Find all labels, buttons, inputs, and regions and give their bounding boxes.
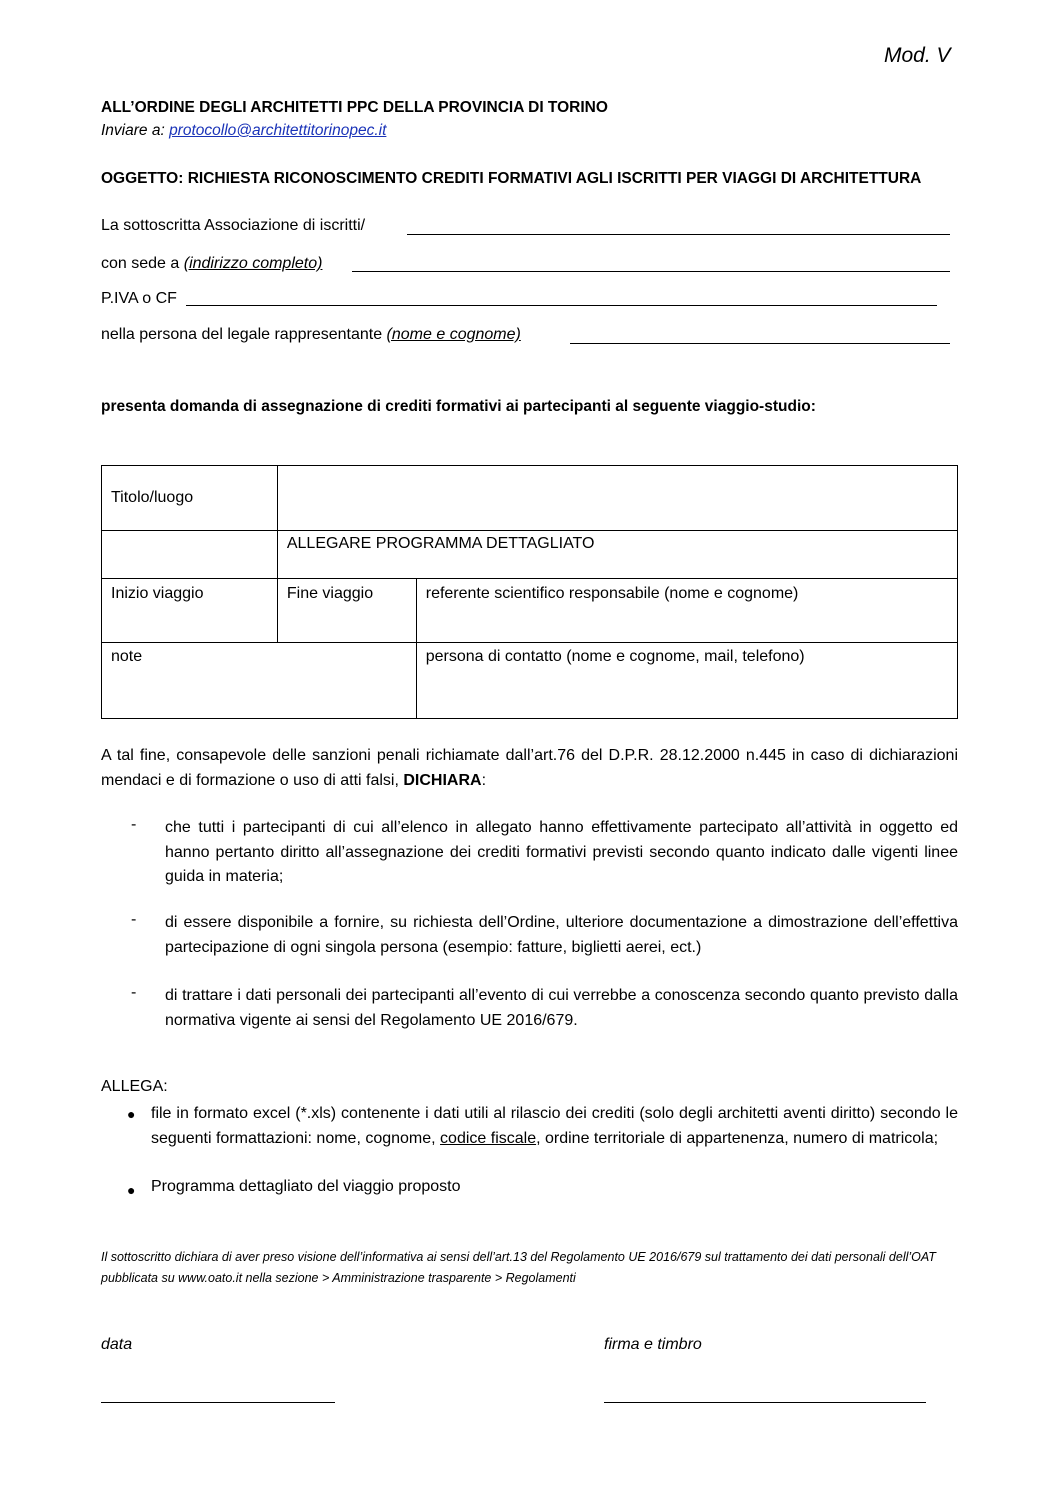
- representative-hint: (nome e cognome): [386, 326, 521, 343]
- association-input-line[interactable]: [407, 234, 950, 235]
- bullet-1: ●: [127, 1106, 136, 1122]
- title-label: Titolo/luogo: [111, 489, 194, 506]
- attach-program-cell: [277, 531, 957, 579]
- notes-cell[interactable]: [102, 643, 417, 719]
- privacy-note: Il sottoscritto dichiara di aver preso visione dell’informativa ai sensi dell’art.13 del Regolamento UE 2016/679 sul trattamento dei dati personali dell’OAT pubblicata su www.oato.it nella sezione > Amministrazione trasparente > Regolamenti: [101, 1250, 936, 1285]
- contact-cell[interactable]: [416, 643, 957, 719]
- seat-hint: (indirizzo completo): [183, 255, 323, 272]
- declaration-keyword: DICHIARA: [403, 771, 482, 789]
- declaration-item-1: che tutti i partecipanti di cui all’elenco in allegato hanno effettivamente partecipato all’attività in oggetto ed hanno pertanto diritto all’assegnazione dei crediti formativi previsti secondo quanto indicato dalle vigenti linee guida in materia;: [165, 819, 958, 885]
- dash-1: -: [131, 816, 137, 833]
- signature-input-line[interactable]: [604, 1402, 926, 1403]
- subject-heading: OGGETTO: RICHIESTA RICONOSCIMENTO CREDITI FORMATIVI AGLI ISCRITTI PER VIAGGI DI ARCHITETTURA: [101, 170, 922, 187]
- email-link[interactable]: protocollo@architettitorinopec.it: [169, 122, 387, 139]
- request-heading: presenta domanda di assegnazione di crediti formativi ai partecipanti al seguente viaggio-studio:: [101, 398, 816, 415]
- notes-label: note: [111, 648, 143, 665]
- declaration-intro: [101, 744, 958, 793]
- declaration-text: A tal fine, consapevole delle sanzioni penali richiamate dall’art.76 del D.P.R. 28.12.2000 n.445 in caso di dichiarazioni mendaci e di formazione o uso di atti falsi,: [101, 747, 958, 789]
- attach-program-note: ALLEGARE PROGRAMMA DETTAGLIATO: [286, 535, 595, 552]
- vat-input-line[interactable]: [186, 305, 937, 306]
- title-input-cell[interactable]: [277, 466, 957, 531]
- contact-label: persona di contatto (nome e cognome, mail, telefono): [425, 648, 805, 665]
- attachments-heading: ALLEGA:: [101, 1078, 168, 1095]
- representative-label: nella persona del legale rappresentante: [101, 326, 387, 343]
- representative-input-line[interactable]: [570, 343, 950, 344]
- title-label-cell: [102, 466, 278, 531]
- signature-label: firma e timbro: [604, 1336, 702, 1353]
- recipient-heading: ALL’ORDINE DEGLI ARCHITETTI PPC DELLA PROVINCIA DI TORINO: [101, 99, 608, 116]
- seat-row: [101, 255, 322, 273]
- attachment-item-2: Programma dettagliato del viaggio proposto: [151, 1178, 461, 1195]
- attachment-1-text: file in formato excel (*.xls) contenente i dati utili al rilascio dei crediti (solo degli architetti aventi diritto) secondo le seguenti formattazioni: nome, cognome,: [151, 1105, 958, 1147]
- end-date-cell[interactable]: [277, 579, 416, 643]
- empty-cell: [102, 531, 278, 579]
- trip-table: [101, 465, 958, 719]
- attachment-1-rest: , ordine territoriale di appartenenza, numero di matricola;: [536, 1129, 939, 1147]
- bullet-2: ●: [127, 1182, 136, 1198]
- start-date-label: Inizio viaggio: [111, 585, 204, 602]
- send-to-prefix: Inviare a:: [101, 122, 170, 139]
- end-date-label: Fine viaggio: [286, 585, 374, 602]
- seat-input-line[interactable]: [352, 271, 950, 272]
- start-date-cell[interactable]: [102, 579, 278, 643]
- declaration-colon: :: [481, 771, 487, 789]
- attachment-item-1: [151, 1102, 958, 1151]
- dash-3: -: [131, 984, 137, 1001]
- scientific-ref-cell[interactable]: [416, 579, 957, 643]
- date-label: data: [101, 1336, 133, 1353]
- dash-2: -: [131, 911, 137, 928]
- seat-label: con sede a: [101, 255, 184, 272]
- date-input-line[interactable]: [101, 1402, 335, 1403]
- declaration-item-3: di trattare i dati personali dei partecipanti all’evento di cui verrebbe a conoscenza secondo quanto previsto dalla normativa vigente ai sensi del Regolamento UE 2016/679.: [165, 987, 958, 1029]
- send-to-line: [101, 122, 386, 140]
- representative-row: [101, 326, 521, 344]
- scientific-ref-label: referente scientifico responsabile (nome e cognome): [425, 585, 799, 602]
- association-label: La sottoscritta Associazione di iscritti/: [101, 217, 366, 234]
- vat-label: P.IVA o CF: [101, 290, 177, 307]
- form-code: Mod. V: [884, 44, 951, 67]
- declaration-item-2: di essere disponibile a fornire, su richiesta dell’Ordine, ulteriore documentazione a dimostrazione dell’effettiva partecipazione di ogni singola persona (esempio: fatture, biglietti aerei, ect.): [165, 914, 958, 956]
- attachment-1-underlined: codice fiscale: [440, 1129, 537, 1147]
